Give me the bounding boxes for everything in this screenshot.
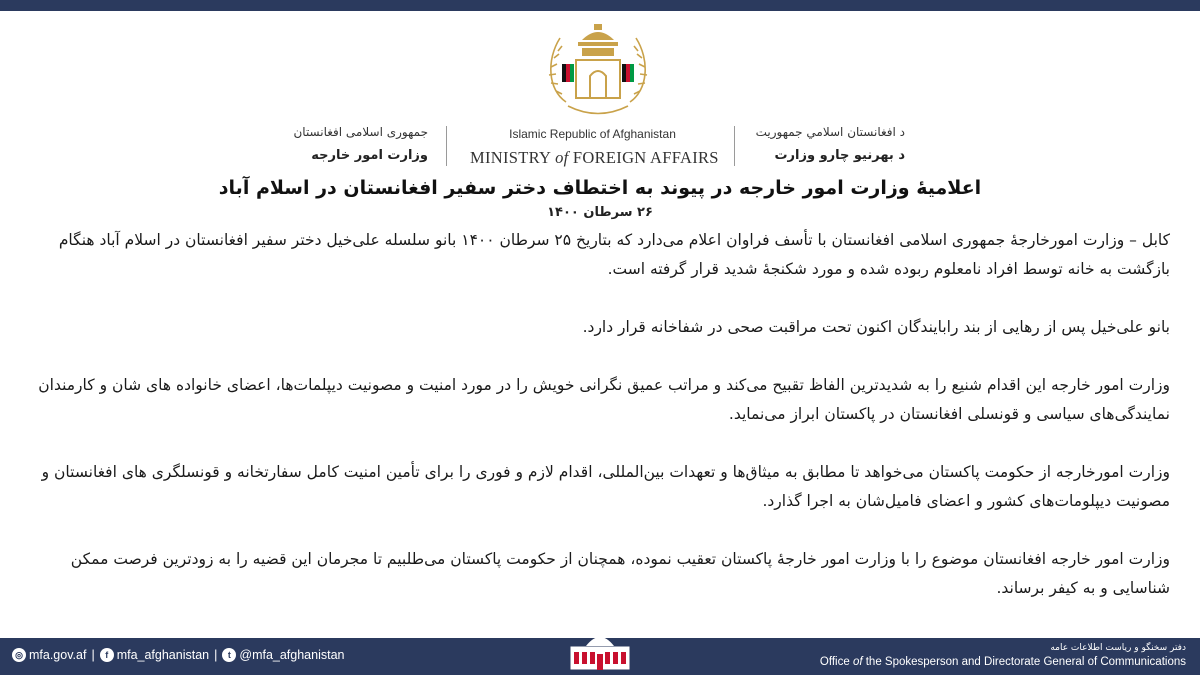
header-english-ministry-of: of	[555, 148, 569, 167]
top-bar	[0, 0, 1200, 11]
facebook-text: mfa_afghanistan	[116, 648, 210, 662]
twitter-link[interactable]	[222, 648, 344, 662]
header-pashto-ministry: د بهرنيو چارو وزارت	[774, 148, 905, 163]
header-dari-ministry: وزارت امور خارجه	[311, 148, 428, 163]
footer-office-english	[820, 655, 1186, 670]
footer-bar	[0, 638, 1200, 675]
footer-office	[820, 642, 1186, 670]
paragraph: کابل – وزارت امورخارجۀ جمهوری اسلامی افغانستان با تأسف فراوان اعلام می‌دارد که بتاریخ ۲۵ سرطان ۱۴۰۰ بانو سلسله علی‌خیل دختر سفیر افغانستان در اسلام آباد هنگام بازگشت به خانه توسط افراد نامعلوم ربوده شده و مورد شکنجۀ شدید قرار گرفته است.	[58, 231, 1170, 278]
header-english-ministry-post: FOREIGN AFFAIRS	[568, 148, 719, 167]
header-pashto-country: د افغانستان اسلامي جمهوریت	[755, 125, 905, 139]
twitter-text: @mfa_afghanistan	[239, 648, 345, 662]
paragraph: وزارت امورخارجه از حکومت پاکستان می‌خواهد تا مطابق به میثاق‌ها و تعهدات بین‌المللی، اقدام لازم و فوری را برای تأمین امنیت کامل سفارتخانه و قونسلگری های افغانستان و مصونیت دیپلومات‌های کشور و اعضای فامیل‌شان به اجرا گذارد.	[41, 463, 1170, 510]
footer-social-links	[12, 648, 345, 662]
ministry-header	[0, 124, 1200, 170]
header-english	[470, 124, 719, 169]
header-pashto	[740, 124, 905, 166]
header-dari-country: جمهوری اسلامی افغانستان	[293, 125, 428, 139]
statement-body	[30, 226, 1170, 632]
paragraph: بانو علی‌خیل پس از رهایی از بند رابایندگان اکنون تحت مراقبت صحی در شفاخانه قرار دارد.	[582, 318, 1170, 336]
header-english-ministry	[470, 147, 719, 169]
header-divider-right	[734, 126, 735, 166]
website-link[interactable]	[12, 648, 86, 662]
twitter-icon: t	[222, 648, 236, 662]
facebook-link[interactable]	[100, 648, 209, 662]
paragraph: وزارت امور خارجه افغانستان موضوع را با وزارت امور خارجۀ پاکستان تعقیب نموده، همچنان از حکومت پاکستان می‌طلبیم تا مجرمان این قضیه را به زودترین فرصت ممکن شناسایی و به کیفر برساند.	[70, 550, 1170, 597]
footer-office-english-of: of	[852, 656, 863, 668]
footer-office-english-pre: Office	[819, 656, 853, 668]
footer-separator: |	[91, 648, 95, 662]
footer-separator: |	[214, 648, 218, 662]
statement-date: ۲۶ سرطان ۱۴۰۰	[547, 205, 653, 220]
header-english-country: Islamic Republic of Afghanistan	[509, 127, 676, 141]
statement-title: اعلامیۀ وزارت امور خارجه در پیوند به اختطاف دختر سفیر افغانستان در اسلام آباد	[218, 177, 982, 199]
footer-office-dari: دفتر سخنگو و ریاست اطلاعات عامه	[1050, 643, 1186, 653]
website-text: mfa.gov.af	[29, 648, 87, 662]
header-dari	[292, 124, 428, 166]
header-english-ministry-pre: MINISTRY	[470, 148, 556, 167]
afghanistan-emblem	[538, 20, 658, 120]
header-divider-left	[446, 126, 447, 166]
footer-office-english-post: the Spokesperson and Directorate General of Communications	[862, 656, 1186, 668]
globe-icon: ◎	[12, 648, 26, 662]
paragraph: وزارت امور خارجه این اقدام شنیع را به شدیدترین الفاظ تقبیح می‌کند و مراتب عمیق نگرانی خویش را در مورد امنیت و مصونیت دیپلمات‌ها، اعضای خانواده های شان و کارمندان نمایندگی‌های سیاسی و قونسلی افغانستان در پاکستان ابراز می‌نماید.	[38, 376, 1170, 423]
facebook-icon: f	[100, 648, 114, 662]
ministry-building-icon	[568, 622, 632, 672]
